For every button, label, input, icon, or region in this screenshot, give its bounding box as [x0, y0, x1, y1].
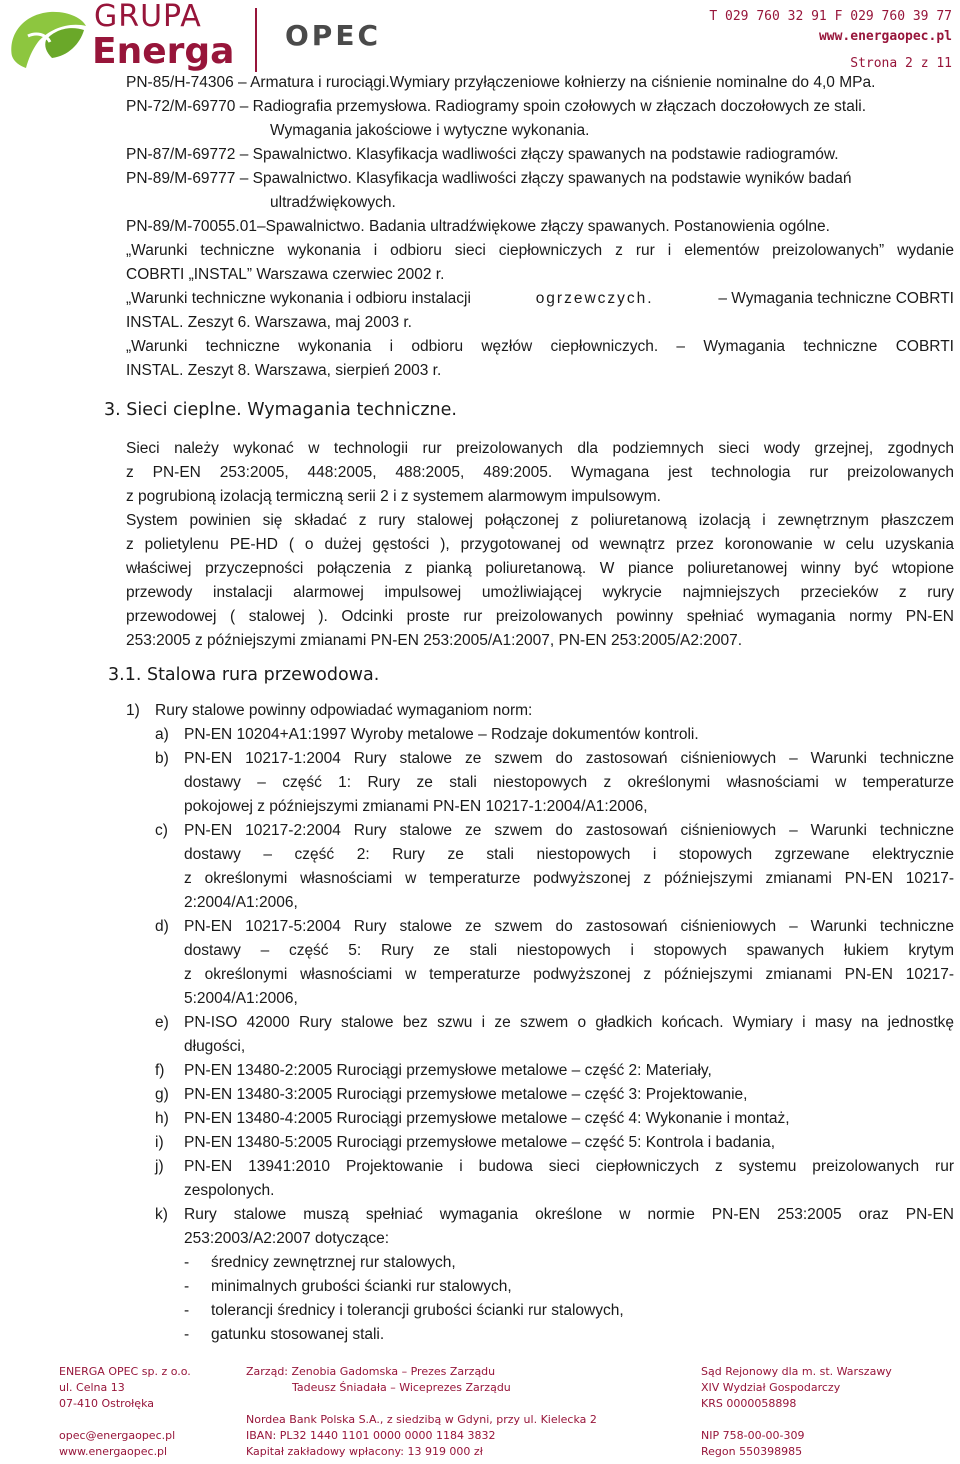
norm-title-continued: Wymagania jakościowe i wytyczne wykonania. [270, 122, 590, 139]
bullet-item: tolerancji średnicy i tolerancji grubości ścianki rur stalowych, [211, 1302, 624, 1319]
sublist-letter: g) [155, 1086, 169, 1103]
footer-nip: NIP 758-00-00-309 [701, 1429, 805, 1442]
sublist-line [184, 989, 954, 1009]
sublist-line [184, 1157, 954, 1177]
company-name: OPEC [285, 19, 381, 52]
footer-bank: Nordea Bank Polska S.A., z siedzibą w Gdyni, przy ul. Kielecka 2 [246, 1413, 597, 1426]
sublist-letter: d) [155, 918, 169, 935]
list-item-number: 1) [126, 702, 140, 719]
sublist-line [184, 1061, 954, 1081]
footer-capital: Kapitał zakładowy wpłacony: 13 919 000 zł [246, 1445, 483, 1458]
norm-title: Radiografia przemysłowa. Radiogramy spoin czołowych w złączach doczołowych ze stali. [252, 98, 867, 115]
norm-title-continued: ultradźwiękowych. [270, 194, 396, 211]
sublist-line [184, 965, 954, 985]
sublist-letter: a) [155, 726, 169, 743]
norm-dash: – [239, 146, 249, 163]
sublist-letter: f) [155, 1062, 165, 1079]
norm-dash: – [239, 98, 249, 115]
sublist-letter: k) [155, 1206, 168, 1223]
header-phone-fax: T 029 760 32 91 F 029 760 39 77 [709, 9, 952, 24]
sublist-letter: h) [155, 1110, 169, 1127]
guideline-2-line-1: „Warunki techniczne wykonania i odbioru instalacji ogrzewczych. – Wymagania techniczne COBRTI [126, 290, 954, 307]
bullet-mark: - [184, 1278, 190, 1295]
footer-court: Sąd Rejonowy dla m. st. Warszawy [701, 1365, 892, 1378]
bullet-mark: - [184, 1326, 190, 1343]
sublist-line-text: 253:2003/A2:2007 dotyczące: [184, 1230, 390, 1247]
sublist-line [184, 1085, 954, 1105]
sublist-line-text: Rury stalowe muszą spełniać wymagania określone w normie PN-EN 253:2005 oraz PN-EN [184, 1206, 954, 1223]
sublist-line-text: długości, [184, 1038, 246, 1055]
footer-email-link[interactable]: opec@energaopec.pl [59, 1429, 176, 1442]
sublist-letter: c) [155, 822, 168, 839]
norm-dash: – [256, 218, 266, 235]
guideline-3-line-1: „Warunki techniczne wykonania i odbioru węzłów ciepłowniczych. – Wymagania techniczne COBRTI [126, 338, 954, 355]
norm-row [126, 73, 875, 93]
bullet-item: minimalnych grubości ścianki rur stalowych, [211, 1278, 512, 1295]
bullet-item: średnicy zewnętrznej rur stalowych, [211, 1254, 456, 1271]
norm-title: Spawalnictwo. Klasyfikacja wadliwości złączy spawanych na podstawie wyników badań [252, 170, 852, 187]
sublist-line-text: z określonymi własnościami w temperaturze podwyższonej z późniejszymi zmianami PN-EN 10217- [184, 870, 954, 887]
sublist-line [184, 1109, 954, 1129]
sublist-line [184, 821, 954, 841]
norm-title: Spawalnictwo. Klasyfikacja wadliwości złączy spawanych na podstawie radiogramów. [252, 146, 839, 163]
sublist-letter: e) [155, 1014, 169, 1031]
sublist-line-text: PN-EN 10204+A1:1997 Wyroby metalowe – Rodzaje dokumentów kontroli. [184, 726, 699, 743]
sublist-line [184, 1013, 954, 1033]
footer-company: ENERGA OPEC sp. z o.o. [59, 1365, 191, 1378]
sublist-letter: j) [155, 1158, 164, 1175]
norm-code: PN-87/M-69772 [126, 146, 236, 163]
footer-board-vice: Tadeusz Śniadała – Wiceprezes Zarządu [292, 1381, 511, 1394]
sublist-letter: i) [155, 1134, 164, 1151]
norm-code: PN-85/H-74306 [126, 74, 234, 91]
sublist-line [184, 893, 954, 913]
guideline-3-line-2: INSTAL. Zeszyt 8. Warszawa, sierpień 2003 r. [126, 362, 442, 379]
sublist-line [184, 1205, 954, 1225]
bullet-item: gatunku stosowanej stali. [211, 1326, 385, 1343]
norm-title: Armatura i rurociągi.Wymiary przyłączeniowe kołnierzy na ciśnienie nominalne do 4,0 MPa. [250, 74, 876, 91]
sublist-line-text: PN-EN 10217-2:2004 Rury stalowe ze szwem do zastosowań ciśnieniowych – Warunki techniczne [184, 822, 954, 839]
section-3-heading: 3. Sieci cieplne. Wymagania techniczne. [104, 400, 457, 420]
sublist-line-text: zespolonych. [184, 1182, 275, 1199]
bullet-mark: - [184, 1302, 190, 1319]
energa-logo [6, 2, 256, 74]
sublist-line [184, 845, 954, 865]
logo-grupa-text: GRUPA [94, 0, 202, 34]
norm-dash: – [238, 74, 247, 91]
sublist-line-text: PN-EN 10217-5:2004 Rury stalowe ze szwem do zastosowań ciśnieniowych – Warunki techniczne [184, 918, 954, 935]
guideline-2-line-2: INSTAL. Zeszyt 6. Warszawa, maj 2003 r. [126, 314, 412, 331]
footer-website-link[interactable]: www.energaopec.pl [59, 1445, 168, 1458]
sublist-line [184, 941, 954, 961]
sublist-line [184, 1229, 954, 1249]
sublist-line [184, 917, 954, 937]
sublist-line-text: dostawy – część 1: Rury ze stali niestopowych z określonymi własnościami w temperaturze [184, 774, 954, 791]
footer-address: ul. Celna 13 [59, 1381, 125, 1394]
sublist-letter: b) [155, 750, 169, 767]
sublist-line-text: 5:2004/A1:2006, [184, 990, 298, 1007]
sublist-line [184, 797, 954, 817]
sublist-line [184, 1133, 954, 1153]
header-website-link[interactable]: www.energaopec.pl [818, 29, 952, 44]
norm-code: PN-89/M-70055.01 [126, 218, 257, 235]
footer-regon: Regon 550398985 [701, 1445, 803, 1458]
sublist-line-text: PN-EN 13480-3:2005 Rurociągi przemysłowe metalowe – część 3: Projektowanie, [184, 1086, 748, 1103]
energa-leaf-icon [6, 6, 90, 72]
logo-energa-text: Energa [92, 31, 235, 72]
sublist-line-text: dostawy – część 5: Rury ze stali niestopowych i stopowych spawanych łukiem krytym [184, 942, 954, 959]
sublist-line-text: dostawy – część 2: Rury ze stali niestopowych i stopowych zgrzewane elektrycznie [184, 846, 954, 863]
sublist-line-text: PN-EN 13480-4:2005 Rurociągi przemysłowe metalowe – część 4: Wykonanie i montaż, [184, 1110, 790, 1127]
norm-row [126, 97, 866, 117]
footer-court-division: XIV Wydział Gospodarczy [701, 1381, 841, 1394]
sublist-line-text: z określonymi własnościami w temperaturze podwyższonej z późniejszymi zmianami PN-EN 10217- [184, 966, 954, 983]
norm-dash: – [239, 170, 249, 187]
sublist-line-text: PN-ISO 42000 Rury stalowe bez szwu i ze szwem o gładkich końcach. Wymiary i masy na jednostkę [184, 1014, 954, 1031]
sublist-line-text: PN-EN 10217-1:2004 Rury stalowe ze szwem do zastosowań ciśnieniowych – Warunki techniczne [184, 750, 954, 767]
sublist-line-text: 2:2004/A1:2006, [184, 894, 298, 911]
footer-krs: KRS 0000058898 [701, 1397, 797, 1410]
norm-row [126, 217, 830, 237]
norm-code: PN-72/M-69770 [126, 98, 236, 115]
norm-code: PN-89/M-69777 [126, 170, 236, 187]
sublist-line-text: PN-EN 13480-5:2005 Rurociągi przemysłowe metalowe – część 5: Kontrola i badania, [184, 1134, 776, 1151]
sublist-line-text: PN-EN 13480-2:2005 Rurociągi przemysłowe metalowe – część 2: Materiały, [184, 1062, 712, 1079]
norm-row [126, 145, 839, 165]
sublist-line [184, 1037, 954, 1057]
footer-board-president: Zarząd: Zenobia Gadomska – Prezes Zarządu [246, 1365, 496, 1378]
sublist-line [184, 773, 954, 793]
guideline-1-line-2: COBRTI „INSTAL” Warszawa czerwiec 2002 r. [126, 266, 445, 283]
page-number: Strona 2 z 11 [850, 56, 952, 71]
sublist-line-text: pokojowej z późniejszymi zmianami PN-EN 10217-1:2004/A1:2006, [184, 798, 648, 815]
section-3-1-heading: 3.1. Stalowa rura przewodowa. [108, 665, 380, 685]
norm-title: Spawalnictwo. Badania ultradźwiękowe złączy spawanych. Postanowienia ogólne. [265, 218, 830, 235]
sublist-line [184, 1181, 954, 1201]
sublist-line [184, 749, 954, 769]
footer-city: 07-410 Ostrołęka [59, 1397, 154, 1410]
sublist-line [184, 725, 954, 745]
sublist-line-text: PN-EN 13941:2010 Projektowanie i budowa sieci ciepłowniczych z systemu preizolowanych rur [184, 1158, 954, 1175]
sublist-line [184, 869, 954, 889]
header-divider [255, 8, 257, 72]
bullet-mark: - [184, 1254, 190, 1271]
footer-iban: IBAN: PL32 1440 1101 0000 0000 1184 3832 [246, 1429, 496, 1442]
list-item-text: Rury stalowe powinny odpowiadać wymaganiom norm: [155, 702, 533, 719]
norm-row [126, 169, 851, 189]
guideline-1-line-1: „Warunki techniczne wykonania i odbioru sieci ciepłowniczych z rur i elementów preizolowanych” wydanie [126, 242, 954, 259]
